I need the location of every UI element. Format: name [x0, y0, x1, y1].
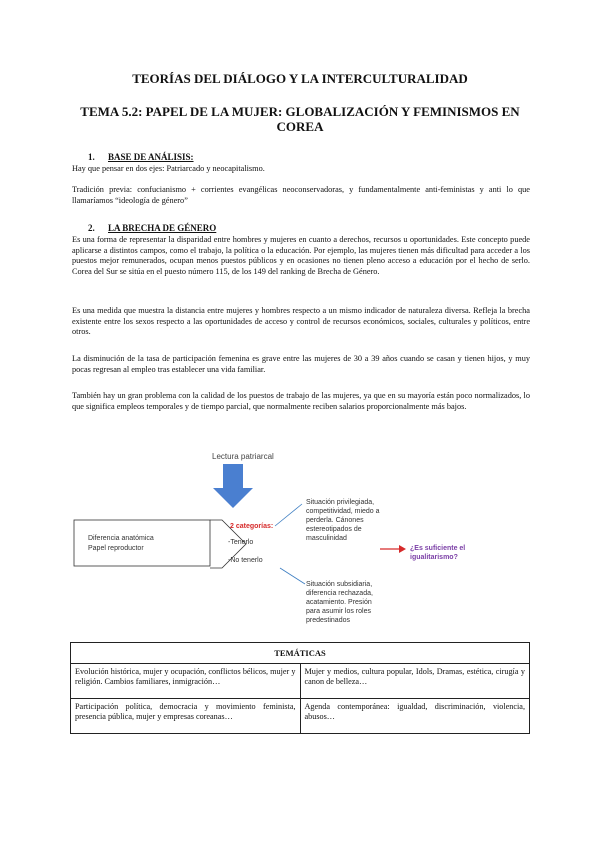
diagram-graphics	[70, 446, 530, 611]
categories-label: 2 categorías:	[230, 523, 274, 530]
section-2-paragraph-1: Es una forma de representar la disparidad entre hombres y mujeres en cuanto a derechos, recursos u oportunidades. Este concepto puede aplicarse a distintos campos, como el trabajo, la política o la educación. Por ejemplo, las mujeres tienen más dificultad para acceder a los puestos mejor remunerados, ocupan menos puestos públicos y en ocasiones no tienen pleno acceso a educación por el hecho de serlo. Corea del Sur se sitúa en el puesto número 115, de los 149 del ranking de Brecha de Género.	[72, 235, 530, 276]
section-1-heading	[88, 152, 194, 162]
question-arrow-head-icon	[399, 545, 406, 553]
table-cell: Participación política, democracia y movimiento feminista, presencia pública, mujer y empresas coreanas…	[71, 699, 301, 734]
patriarchal-reading-diagram	[70, 446, 530, 624]
table-row	[71, 699, 530, 734]
diagram-top-label: Lectura patriarcal	[212, 452, 274, 461]
lower-situation-text: Situación subsidiaria, diferencia rechazada, acatamiento. Presión para asumir los roles predestinados	[306, 581, 373, 624]
left-box	[74, 520, 210, 566]
table-cell: Evolución histórica, mujer y ocupación, conflictos bélicos, mujer y religión. Cambios familiares, inmigración…	[71, 664, 301, 699]
down-arrow-icon	[213, 464, 253, 508]
question-text: ¿Es suficiente el igualitarismo?	[410, 545, 466, 561]
section-2-paragraph-4: También hay un gran problema con la calidad de los puestos de trabajo de las mujeres, ya que en su mayoría están poco normalizados, lo que significa empleos temporales y de tiempo parcial, que normalmente reciben salarios proporcionalmente más bajos.	[72, 391, 530, 411]
document-title: TEORÍAS DEL DIÁLOGO Y LA INTERCULTURALIDAD	[132, 71, 468, 86]
lower-connector-line	[280, 568, 305, 584]
category-have: -Tenerlo	[228, 539, 254, 546]
section-2-heading	[88, 223, 216, 233]
section-1-paragraph-2: Tradición previa: confucianismo + corrientes evangélicas neoconservadoras, y fundamentalmente anti-feministas y anti lo que llamaríamos “ideología de género”	[72, 185, 530, 205]
section-2-paragraph-2: Es una medida que muestra la distancia entre mujeres y hombres respecto a un mismo indicador de naturaleza diversa. Refleja la brecha existente entre los sexos respecto a las oportunidades de acceso y control de recursos económicos, sociales, culturales y políticos, entre otros.	[72, 306, 530, 337]
document-subtitle: TEMA 5.2: PAPEL DE LA MUJER: GLOBALIZACIÓN Y FEMINISMOS EN COREA	[80, 104, 520, 134]
table-header: TEMÁTICAS	[71, 643, 530, 664]
category-not-have: -No tenerlo	[228, 557, 263, 564]
left-box-line-1: Diferencia anatómica	[88, 535, 154, 542]
table-row	[71, 664, 530, 699]
section-2-number: 2.	[88, 223, 95, 233]
section-2-title: LA BRECHA DE GÉNERO	[108, 223, 217, 233]
section-1-paragraph-1: Hay que pensar en dos ejes: Patriarcado y neocapitalismo.	[72, 164, 265, 173]
themes-table	[70, 642, 530, 734]
table-cell: Agenda contemporánea: igualdad, discriminación, violencia, abusos…	[300, 699, 530, 734]
table-cell: Mujer y medios, cultura popular, Idols, Dramas, estética, cirugía y canon de belleza…	[300, 664, 530, 699]
upper-situation-text: Situación privilegiada, competitividad, miedo a perderla. Cánones estereotipados de masculinidad	[306, 499, 380, 542]
section-2-paragraph-3: La disminución de la tasa de participación femenina es grave entre las mujeres de 30 a 39 años cuando se casan y tienen hijos, y muy pocas regresan al empleo tras establecer una vida familiar.	[72, 354, 530, 374]
left-box-line-2: Papel reproductor	[88, 545, 144, 552]
section-1-title: BASE DE ANÁLISIS:	[108, 152, 194, 162]
section-1-number: 1.	[88, 152, 95, 162]
upper-connector-line	[275, 504, 302, 526]
